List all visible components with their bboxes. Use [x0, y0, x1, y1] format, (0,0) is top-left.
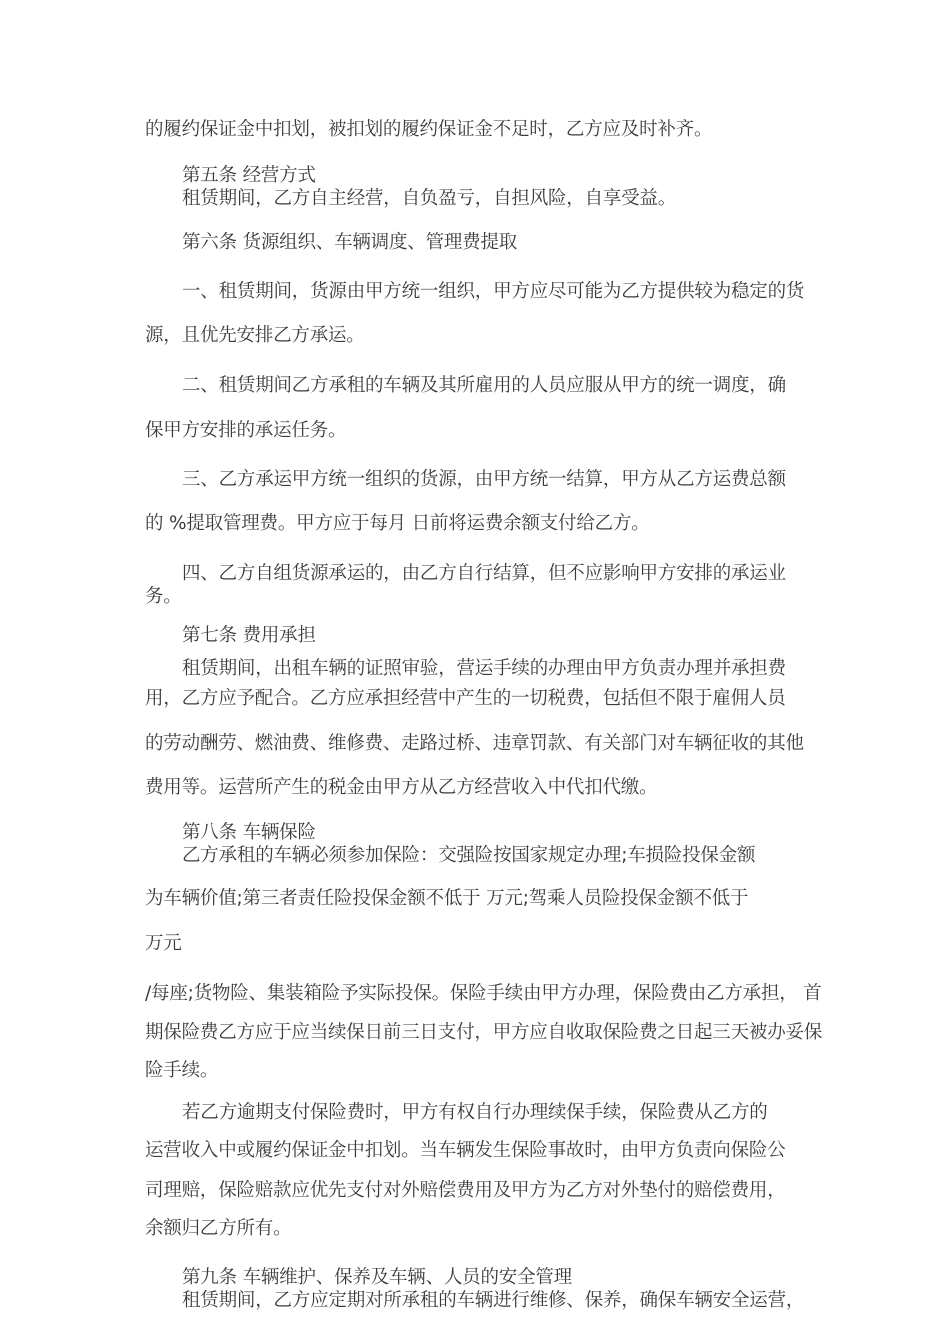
- text-line: 万元: [145, 933, 182, 954]
- text-line: 的劳动酬劳、燃油费、维修费、走路过桥、违章罚款、有关部门对车辆征收的其他: [145, 733, 804, 754]
- text-line: 保甲方安排的承运任务。: [145, 420, 347, 441]
- article-heading: 第八条 车辆保险: [182, 822, 316, 843]
- text-line: 的履约保证金中扣划，被扣划的履约保证金不足时，乙方应及时补齐。: [145, 119, 713, 140]
- article-heading: 第六条 货源组织、车辆调度、管理费提取: [182, 232, 518, 253]
- text-line: 用，乙方应予配合。乙方应承担经营中产生的一切税费，包括但不限于雇佣人员: [145, 688, 786, 709]
- text-line: 租赁期间，乙方自主经营，自负盈亏，自担风险，自享受益。: [182, 188, 677, 209]
- article-heading: 第五条 经营方式: [182, 165, 316, 186]
- text-line: 务。: [145, 586, 182, 607]
- text-line: 租赁期间，乙方应定期对所承租的车辆进行维修、保养，确保车辆安全运营，: [182, 1290, 805, 1311]
- text-line: 的 %提取管理费。甲方应于每月 日前将运费余额支付给乙方。: [145, 513, 650, 534]
- text-line: 一、租赁期间，货源由甲方统一组织，甲方应尽可能为乙方提供较为稳定的货: [182, 281, 805, 302]
- text-line: 费用等。运营所产生的税金由甲方从乙方经营收入中代扣代缴。: [145, 777, 658, 798]
- text-line: 二、租赁期间乙方承租的车辆及其所雇用的人员应服从甲方的统一调度，确: [182, 375, 786, 396]
- text-line: 三、乙方承运甲方统一组织的货源，由甲方统一结算，甲方从乙方运费总额: [182, 469, 786, 490]
- text-line: 租赁期间，出租车辆的证照审验，营运手续的办理由甲方负责办理并承担费: [182, 658, 786, 679]
- article-heading: 第七条 费用承担: [182, 625, 316, 646]
- text-line: 乙方承租的车辆必须参加保险：交强险按国家规定办理;车损险投保金额: [182, 845, 756, 866]
- text-line: /每座;货物险、集装箱险予实际投保。保险手续由甲方办理，保险费由乙方承担， 首: [145, 983, 822, 1004]
- text-line: 司理赔，保险赔款应优先支付对外赔偿费用及甲方为乙方对外垫付的赔偿费用，: [145, 1180, 786, 1201]
- text-line: 余额归乙方所有。: [145, 1218, 292, 1239]
- text-line: 险手续。: [145, 1060, 219, 1081]
- text-line: 源，且优先安排乙方承运。: [145, 325, 365, 346]
- article-heading: 第九条 车辆维护、保养及车辆、人员的安全管理: [182, 1267, 572, 1288]
- text-line: 若乙方逾期支付保险费时，甲方有权自行办理续保手续，保险费从乙方的: [182, 1102, 768, 1123]
- text-line: 四、乙方自组货源承运的，由乙方自行结算，但不应影响甲方安排的承运业: [182, 563, 786, 584]
- text-line: 为车辆价值;第三者责任险投保金额不低于 万元;驾乘人员险投保金额不低于: [145, 888, 749, 909]
- text-line: 运营收入中或履约保证金中扣划。当车辆发生保险事故时，由甲方负责向保险公: [145, 1140, 786, 1161]
- text-line: 期保险费乙方应于应当续保日前三日支付，甲方应自收取保险费之日起三天被办妥保: [145, 1022, 823, 1043]
